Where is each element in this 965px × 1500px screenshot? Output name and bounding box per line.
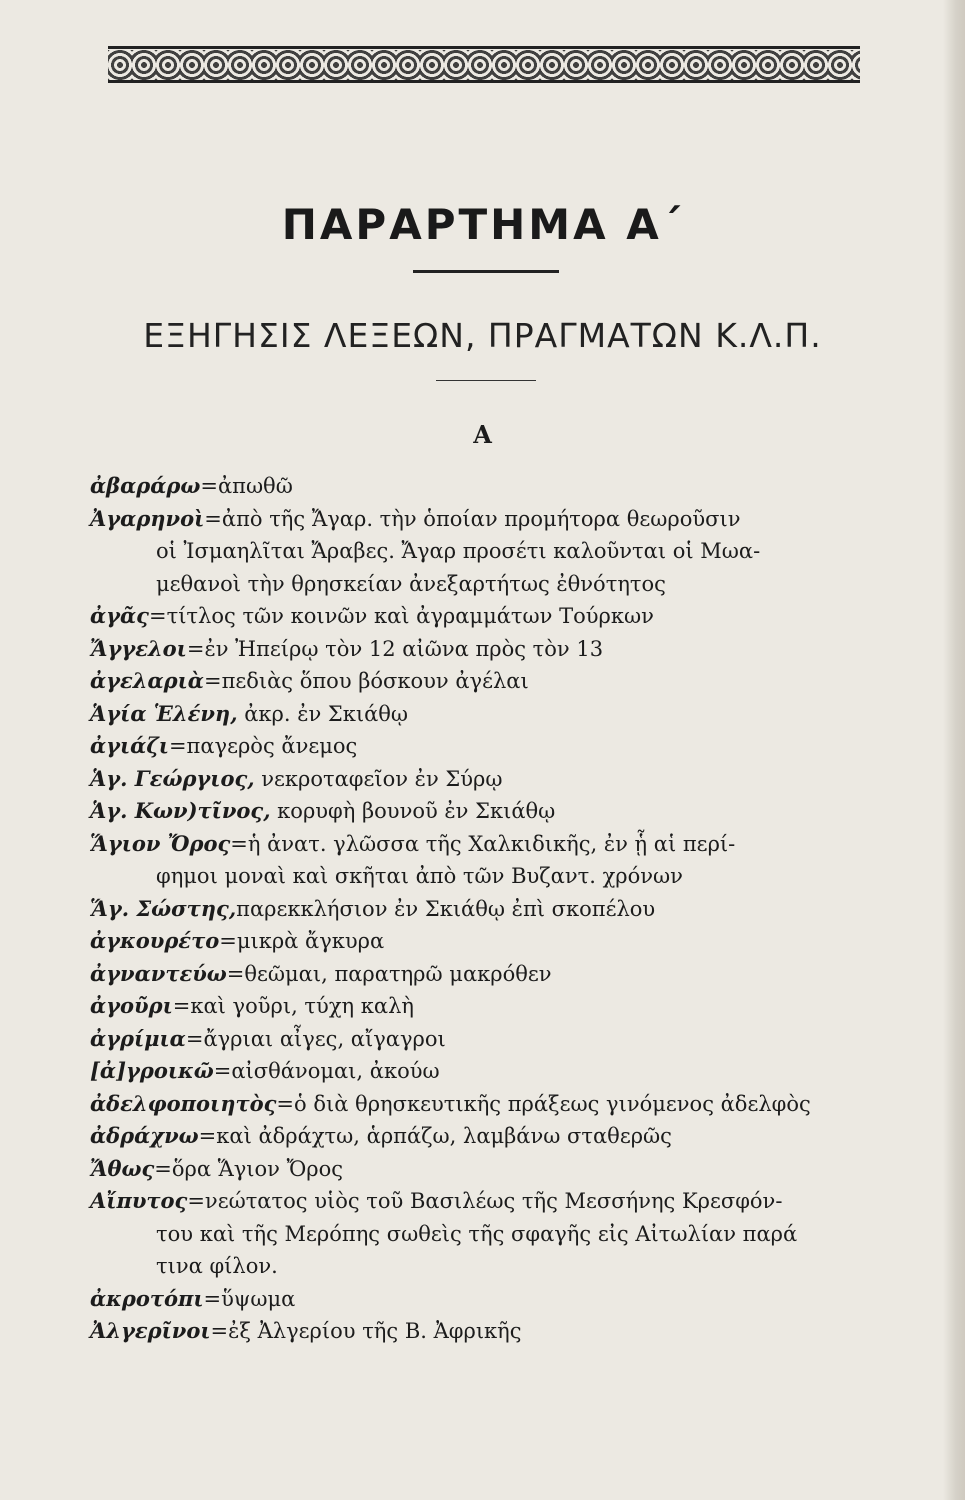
- entry-definition: =μικρὰ ἄγκυρα: [219, 929, 385, 953]
- glossary-entry: [90, 925, 880, 958]
- entry-term: Ἄθως: [90, 1155, 155, 1181]
- entry-term: ἀγναντεύω: [90, 960, 227, 986]
- entry-definition: =ὕψωμα: [203, 1286, 296, 1311]
- entry-term: ἀγκουρέτο: [90, 928, 220, 953]
- entry-term: ἀγιάζι: [90, 733, 169, 758]
- entry-definition: =ὁ διὰ θρησκευτικῆς πράξεως γινόμενος ἀδελφὸς: [276, 1091, 811, 1116]
- glossary-entry: [90, 470, 880, 503]
- entry-term: ἀβαράρω: [90, 473, 201, 498]
- entry-continuation-line: μεθανοὶ τὴν θρησκείαν ἀνεξαρτήτως ἐθνότητος: [156, 571, 666, 596]
- entry-term: ἀκροτόπι: [90, 1285, 204, 1311]
- entry-term: Ἁγ. Γεώργιος,: [90, 765, 255, 791]
- entry-definition: =ὅρα Ἅγιον Ὄρος: [154, 1156, 344, 1181]
- glossary-entry: [90, 600, 880, 633]
- entry-definition: =ἐν Ἠπείρῳ τὸν 12 αἰῶνα πρὸς τὸν 13: [186, 636, 604, 661]
- entry-definition: =θεῶμαι, παρατηρῶ μακρόθεν: [226, 961, 552, 986]
- glossary-entry: [90, 763, 880, 796]
- section-letter: Α: [473, 420, 492, 449]
- glossary-entry: [90, 1055, 880, 1088]
- entry-continuation-line: φημοι μοναὶ καὶ σκῆται ἀπὸ τῶν Βυζαντ. χρόνων: [156, 864, 683, 888]
- entry-term: Ἄγγελοι: [90, 635, 187, 661]
- entry-definition: παρεκκλήσιον ἐν Σκιάθῳ ἐπὶ σκοπέλου: [236, 896, 656, 921]
- glossary-entry: [90, 503, 880, 601]
- entry-term: ἀδελφοποιητὸς: [90, 1090, 277, 1116]
- entry-term: [ἀ]γροικῶ: [90, 1058, 214, 1083]
- entry-definition: =πεδιὰς ὅπου βόσκουν ἀγέλαι: [203, 669, 529, 693]
- entry-definition: =νεώτατος υἱὸς τοῦ Βασιλέως τῆς Μεσσήνης Κρεσφόν-: [187, 1189, 783, 1213]
- entry-term: ἀγρίμια: [90, 1025, 186, 1051]
- glossary-entries: [90, 470, 880, 1348]
- page-edge-shadow: [943, 0, 965, 1500]
- glossary-entry: [90, 1315, 880, 1348]
- entry-term: ἀγελαριὰ: [90, 668, 204, 693]
- ornament-pattern: [108, 50, 860, 80]
- entry-definition: =ἀπωθῶ: [200, 474, 293, 498]
- glossary-entry: [90, 665, 880, 698]
- glossary-entry: [90, 698, 880, 731]
- glossary-entry: [90, 990, 880, 1023]
- entry-term: Ἁγία Ἑλένη,: [90, 700, 238, 726]
- ornament-line: [108, 46, 860, 49]
- entry-definition: νεκροταφεῖον ἐν Σύρῳ: [254, 766, 503, 791]
- entry-definition: =τίτλος τῶν κοινῶν καὶ ἀγραμμάτων Τούρκων: [148, 604, 654, 628]
- entry-term: Ἁγ. Κων)τῖνος,: [90, 798, 271, 823]
- entry-continuation-line: οἱ Ἰσμαηλῖται Ἄραβες. Ἄγαρ προσέτι καλοῦνται οἱ Μωα-: [156, 539, 761, 563]
- entry-definition: =ἐξ Ἀλγερίου τῆς Β. Ἀφρικῆς: [210, 1319, 522, 1343]
- entry-definition: ἀκρ. ἐν Σκιάθῳ: [237, 701, 409, 726]
- ornament-line: [108, 80, 860, 83]
- glossary-entry: [90, 1153, 880, 1186]
- glossary-entry: [90, 893, 880, 926]
- entry-definition: =καὶ ἀδράχτω, ἁρπάζω, λαμβάνω σταθερῶς: [198, 1124, 672, 1148]
- page-title: ΠΑΡΑΡΤΗΜΑ Α΄: [281, 200, 684, 249]
- title-divider: [413, 270, 559, 273]
- glossary-entry: [90, 1023, 880, 1056]
- entry-term: Ἀλγερῖνοι: [90, 1318, 211, 1343]
- entry-definition: =ἡ ἀνατ. γλῶσσα τῆς Χαλκιδικῆς, ἐν ᾗ αἱ περί-: [230, 831, 736, 856]
- subtitle-divider: [436, 380, 536, 381]
- entry-term: Αἴπυτος: [90, 1188, 188, 1213]
- glossary-entry: [90, 795, 880, 828]
- decorative-header-ornament: [108, 42, 860, 88]
- glossary-entry: [90, 1088, 880, 1121]
- glossary-entry: [90, 730, 880, 763]
- entry-term: ἀγοῦρι: [90, 993, 173, 1018]
- entry-term: Ἀγαρηνοὶ: [90, 505, 205, 531]
- glossary-entry: [90, 828, 880, 893]
- entry-definition: κορυφὴ βουνοῦ ἐν Σκιάθῳ: [270, 799, 556, 823]
- entry-term: Ἅγιον Ὄρος: [90, 830, 231, 856]
- glossary-entry: [90, 1185, 880, 1283]
- entry-continuation-line: τινα φίλον.: [156, 1254, 278, 1278]
- entry-definition: =ἀπὸ τῆς Ἄγαρ. τὴν ὁποίαν προμήτορα θεωροῦσιν: [204, 506, 741, 531]
- glossary-entry: [90, 1283, 880, 1316]
- entry-definition: =ἄγριαι αἶγες, αἴγαγροι: [185, 1026, 446, 1051]
- entry-definition: =παγερὸς ἄνεμος: [168, 734, 358, 758]
- glossary-entry: [90, 958, 880, 991]
- entry-term: ἀδράχνω: [90, 1123, 199, 1148]
- entry-term: ἀγᾶς: [90, 603, 149, 628]
- glossary-entry: [90, 1120, 880, 1153]
- page-subtitle: ΕΞΗΓΗΣΙΣ ΛΕΞΕΩΝ, ΠΡΑΓΜΑΤΩΝ Κ.Λ.Π.: [143, 316, 822, 355]
- entry-definition: =καὶ γοῦρι, τύχη καλὴ: [172, 994, 414, 1018]
- entry-term: Ἅγ. Σώστης,: [90, 895, 237, 921]
- entry-continuation-line: του καὶ τῆς Μερόπης σωθεὶς τῆς σφαγῆς εἰς Αἰτωλίαν παρά: [156, 1221, 798, 1246]
- glossary-entry: [90, 633, 880, 666]
- entry-definition: =αἰσθάνομαι, ἀκούω: [213, 1059, 440, 1083]
